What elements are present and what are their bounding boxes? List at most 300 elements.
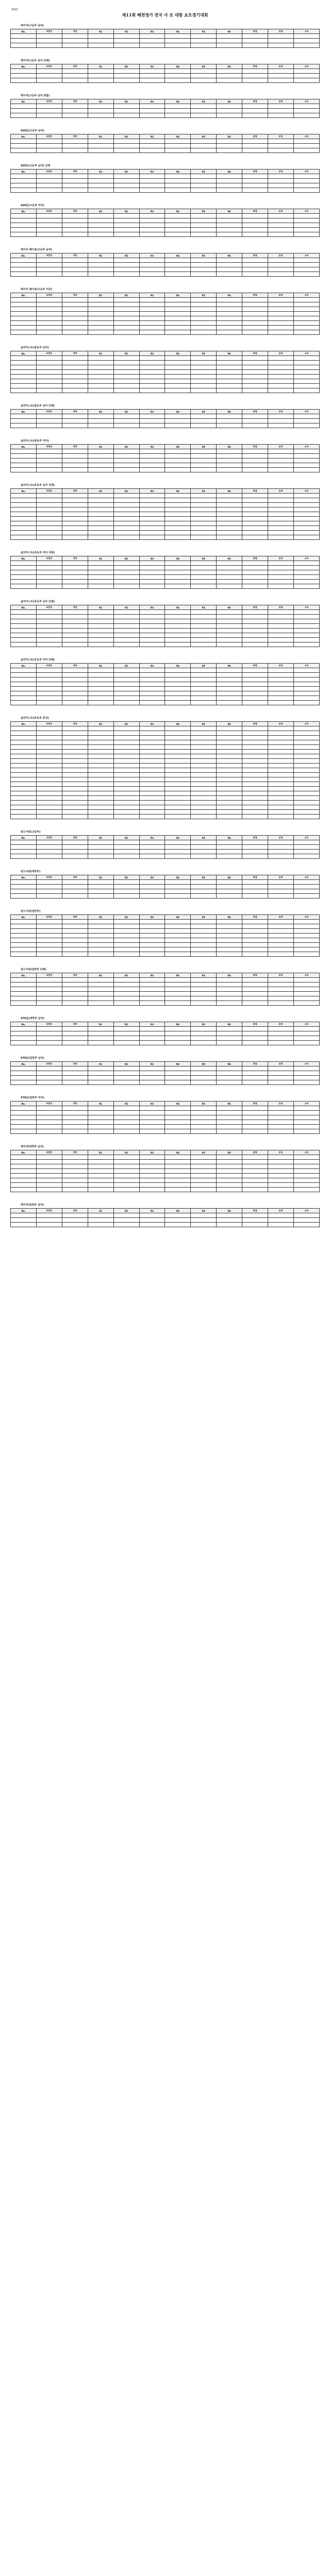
table-cell	[88, 379, 113, 384]
table-cell	[242, 938, 268, 943]
table-cell	[191, 503, 217, 507]
column-header: No.	[11, 1150, 37, 1155]
table-cell	[113, 109, 139, 113]
table-cell	[242, 214, 268, 218]
column-header: R3	[139, 351, 165, 356]
table-cell	[268, 307, 294, 312]
column-header: 소속	[293, 915, 319, 920]
table-cell	[217, 379, 242, 384]
table-cell	[217, 782, 242, 787]
table-cell	[191, 736, 217, 740]
table-cell	[242, 943, 268, 947]
table-cell	[36, 1125, 62, 1129]
table-cell	[165, 218, 191, 223]
table-cell	[62, 1027, 88, 1031]
table-cell	[191, 668, 217, 673]
table-cell	[217, 423, 242, 428]
table-cell	[11, 736, 37, 740]
table-cell	[36, 850, 62, 854]
table-cell	[242, 947, 268, 952]
results-table	[10, 1150, 320, 1192]
table-cell	[242, 1111, 268, 1115]
table-row	[11, 1106, 320, 1111]
table-cell	[62, 894, 88, 899]
table-cell	[113, 561, 139, 566]
table-cell	[268, 423, 294, 428]
table-cell	[113, 531, 139, 535]
table-cell	[165, 517, 191, 521]
table-row	[11, 934, 320, 938]
table-header-row	[11, 664, 320, 668]
table-cell	[139, 188, 165, 193]
table-cell	[11, 43, 37, 48]
table-cell	[11, 330, 37, 335]
table-cell	[242, 307, 268, 312]
table-cell	[191, 773, 217, 777]
table-cell	[268, 384, 294, 388]
table-cell	[62, 736, 88, 740]
table-cell	[191, 947, 217, 952]
table-cell	[88, 139, 113, 144]
table-cell	[165, 423, 191, 428]
table-cell	[165, 745, 191, 750]
table-cell	[139, 379, 165, 384]
table-row	[11, 668, 320, 673]
table-cell	[88, 982, 113, 987]
table-cell	[88, 535, 113, 540]
table-row	[11, 754, 320, 759]
table-row	[11, 183, 320, 188]
table-cell	[36, 791, 62, 796]
table-cell	[293, 1188, 319, 1192]
table-cell	[88, 1080, 113, 1085]
table-cell	[165, 920, 191, 924]
table-cell	[217, 330, 242, 335]
table-cell	[139, 952, 165, 957]
table-cell	[165, 736, 191, 740]
table-cell	[36, 619, 62, 624]
table-cell	[217, 610, 242, 615]
table-cell	[113, 326, 139, 330]
table-cell	[268, 39, 294, 43]
table-cell	[11, 638, 37, 642]
table-cell	[268, 223, 294, 228]
table-cell	[11, 673, 37, 677]
table-cell	[293, 1027, 319, 1031]
table-cell	[36, 384, 62, 388]
column-header: 순위	[268, 351, 294, 356]
table-cell	[139, 498, 165, 503]
table-cell	[268, 952, 294, 957]
table-cell	[217, 566, 242, 570]
table-cell	[139, 1001, 165, 1006]
table-row	[11, 691, 320, 696]
column-header: R5	[191, 29, 217, 34]
table-cell	[88, 218, 113, 223]
table-cell	[139, 947, 165, 952]
table-cell	[268, 924, 294, 929]
table-cell	[36, 218, 62, 223]
table-cell	[293, 1036, 319, 1041]
table-cell	[113, 463, 139, 468]
column-header: R4	[165, 410, 191, 414]
column-header: 총점	[242, 445, 268, 449]
table-cell	[165, 840, 191, 845]
table-cell	[11, 668, 37, 673]
table-cell	[88, 468, 113, 472]
table-cell	[268, 992, 294, 996]
table-cell	[293, 384, 319, 388]
table-cell	[88, 223, 113, 228]
column-header: 순위	[268, 253, 294, 258]
table-cell	[293, 740, 319, 745]
table-cell	[268, 850, 294, 854]
table-cell	[88, 736, 113, 740]
table-cell	[268, 298, 294, 302]
table-cell	[88, 375, 113, 379]
section-title: 옵티미스트(중등부 남자 단체)	[21, 404, 55, 408]
table-cell	[62, 104, 88, 109]
table-cell	[242, 174, 268, 179]
table-cell	[165, 388, 191, 393]
table-cell	[11, 801, 37, 805]
table-cell	[11, 188, 37, 193]
table-cell	[217, 894, 242, 899]
table-cell	[217, 624, 242, 629]
section-title: 윈드서핑(일반부)	[21, 910, 41, 913]
table-cell	[11, 894, 37, 899]
table-cell	[88, 356, 113, 361]
table-cell	[139, 298, 165, 302]
table-cell	[62, 764, 88, 768]
table-cell	[293, 179, 319, 183]
table-cell	[113, 419, 139, 423]
table-row	[11, 384, 320, 388]
table-cell	[88, 787, 113, 791]
table-cell	[191, 34, 217, 39]
table-cell	[242, 517, 268, 521]
column-header: 소속	[293, 489, 319, 494]
table-cell	[139, 566, 165, 570]
column-header: R6	[217, 722, 242, 726]
table-cell	[242, 1106, 268, 1111]
table-row	[11, 773, 320, 777]
column-header: R4	[165, 973, 191, 978]
table-row	[11, 307, 320, 312]
table-cell	[11, 356, 37, 361]
table-cell	[165, 638, 191, 642]
table-cell	[36, 1218, 62, 1223]
column-header: 총점	[242, 664, 268, 668]
column-header: 성명	[62, 875, 88, 880]
table-cell	[268, 503, 294, 507]
table-header-row	[11, 209, 320, 214]
table-cell	[88, 791, 113, 796]
table-cell	[36, 307, 62, 312]
table-cell	[268, 805, 294, 810]
table-cell	[88, 113, 113, 118]
table-cell	[88, 174, 113, 179]
table-cell	[242, 1164, 268, 1169]
table-cell	[165, 845, 191, 850]
table-row	[11, 1169, 320, 1174]
table-cell	[165, 701, 191, 705]
table-cell	[62, 113, 88, 118]
table-cell	[62, 642, 88, 647]
table-cell	[88, 414, 113, 419]
results-table	[10, 169, 320, 193]
table-cell	[268, 854, 294, 859]
table-cell	[11, 768, 37, 773]
table-cell	[242, 726, 268, 731]
table-cell	[268, 885, 294, 889]
table-cell	[139, 1036, 165, 1041]
table-cell	[191, 1066, 217, 1071]
table-row	[11, 805, 320, 810]
table-cell	[11, 938, 37, 943]
column-header: 국번호	[36, 170, 62, 174]
table-cell	[88, 889, 113, 894]
table-row	[11, 1160, 320, 1164]
column-header: R5	[191, 351, 217, 356]
table-cell	[242, 43, 268, 48]
table-cell	[268, 750, 294, 754]
column-header: R1	[88, 99, 113, 104]
table-cell	[242, 69, 268, 74]
table-cell	[191, 992, 217, 996]
table-cell	[165, 263, 191, 267]
table-cell	[139, 854, 165, 859]
table-cell	[217, 992, 242, 996]
table-cell	[165, 1036, 191, 1041]
table-cell	[191, 696, 217, 701]
table-cell	[113, 929, 139, 934]
table-cell	[36, 1178, 62, 1183]
table-cell	[268, 889, 294, 894]
table-cell	[113, 1080, 139, 1085]
table-cell	[36, 223, 62, 228]
column-header: R1	[88, 1150, 113, 1155]
table-cell	[62, 74, 88, 78]
table-cell	[62, 673, 88, 677]
table-cell	[242, 1080, 268, 1085]
table-row	[11, 1111, 320, 1115]
table-cell	[139, 1164, 165, 1169]
table-cell	[217, 810, 242, 815]
column-header: R4	[165, 351, 191, 356]
column-header: 국번호	[36, 1150, 62, 1155]
table-row	[11, 840, 320, 845]
table-cell	[62, 1223, 88, 1227]
table-cell	[36, 759, 62, 764]
table-cell	[62, 1106, 88, 1111]
table-row	[11, 633, 320, 638]
results-table	[10, 1101, 320, 1134]
table-cell	[191, 307, 217, 312]
table-cell	[293, 463, 319, 468]
table-cell	[139, 934, 165, 938]
table-cell	[191, 512, 217, 517]
table-cell	[293, 629, 319, 633]
table-cell	[293, 526, 319, 531]
table-cell	[191, 580, 217, 584]
column-header: No.	[11, 99, 37, 104]
table-cell	[165, 307, 191, 312]
table-cell	[165, 854, 191, 859]
table-cell	[165, 777, 191, 782]
table-cell	[165, 1188, 191, 1192]
table-cell	[36, 629, 62, 633]
table-cell	[293, 815, 319, 819]
table-cell	[139, 39, 165, 43]
table-cell	[165, 312, 191, 316]
table-cell	[242, 423, 268, 428]
table-cell	[139, 139, 165, 144]
table-cell	[36, 1080, 62, 1085]
table-cell	[242, 78, 268, 83]
table-cell	[268, 880, 294, 885]
table-cell	[165, 459, 191, 463]
table-cell	[88, 526, 113, 531]
table-cell	[11, 740, 37, 745]
table-cell	[113, 507, 139, 512]
table-cell	[113, 682, 139, 687]
table-cell	[36, 272, 62, 277]
section-title: 옵티미스트(중등부 여자)	[21, 439, 49, 443]
column-header: R1	[88, 875, 113, 880]
table-cell	[62, 258, 88, 263]
table-cell	[88, 459, 113, 463]
table-row	[11, 566, 320, 570]
table-cell	[139, 920, 165, 924]
table-cell	[165, 696, 191, 701]
table-cell	[293, 810, 319, 815]
table-cell	[62, 1160, 88, 1164]
table-row	[11, 889, 320, 894]
table-cell	[217, 454, 242, 459]
table-cell	[293, 759, 319, 764]
table-cell	[88, 498, 113, 503]
table-cell	[191, 174, 217, 179]
table-cell	[88, 1001, 113, 1006]
column-header: R2	[113, 1101, 139, 1106]
table-cell	[62, 468, 88, 472]
table-cell	[62, 885, 88, 889]
table-row	[11, 449, 320, 454]
table-cell	[11, 512, 37, 517]
table-row	[11, 69, 320, 74]
table-row	[11, 144, 320, 148]
column-header: R6	[217, 293, 242, 298]
column-header: 국번호	[36, 915, 62, 920]
table-row	[11, 312, 320, 316]
column-header: R5	[191, 1062, 217, 1066]
table-cell	[88, 934, 113, 938]
table-cell	[165, 258, 191, 263]
column-header: 성명	[62, 836, 88, 840]
table-cell	[165, 188, 191, 193]
table-cell	[242, 682, 268, 687]
results-table	[10, 444, 320, 472]
table-cell	[268, 566, 294, 570]
results-table	[10, 99, 320, 118]
column-header: 소속	[293, 973, 319, 978]
table-cell	[242, 982, 268, 987]
table-cell	[293, 619, 319, 624]
table-cell	[217, 885, 242, 889]
table-cell	[36, 736, 62, 740]
table-cell	[217, 638, 242, 642]
table-cell	[113, 782, 139, 787]
table-cell	[191, 414, 217, 419]
column-header: R6	[217, 253, 242, 258]
table-cell	[165, 419, 191, 423]
table-cell	[113, 34, 139, 39]
table-cell	[217, 682, 242, 687]
table-cell	[242, 468, 268, 472]
table-row	[11, 1027, 320, 1031]
column-header: R6	[217, 445, 242, 449]
table-cell	[113, 889, 139, 894]
table-cell	[62, 388, 88, 393]
table-cell	[139, 754, 165, 759]
table-cell	[36, 1115, 62, 1120]
column-header: 소속	[293, 170, 319, 174]
table-cell	[217, 880, 242, 885]
table-cell	[165, 642, 191, 647]
table-cell	[268, 726, 294, 731]
table-cell	[88, 307, 113, 312]
table-cell	[62, 952, 88, 957]
table-cell	[36, 642, 62, 647]
table-cell	[268, 454, 294, 459]
table-cell	[268, 701, 294, 705]
column-header: 소속	[293, 556, 319, 561]
table-cell	[293, 791, 319, 796]
table-cell	[165, 894, 191, 899]
table-cell	[36, 1213, 62, 1218]
table-cell	[268, 943, 294, 947]
column-header: 총점	[242, 973, 268, 978]
table-cell	[113, 619, 139, 624]
table-cell	[217, 584, 242, 589]
column-header: 순위	[268, 99, 294, 104]
table-cell	[113, 365, 139, 370]
table-cell	[36, 566, 62, 570]
table-cell	[191, 885, 217, 889]
table-cell	[62, 745, 88, 750]
table-cell	[293, 764, 319, 768]
table-header-row	[11, 1150, 320, 1155]
table-cell	[113, 361, 139, 365]
table-cell	[293, 992, 319, 996]
table-cell	[268, 584, 294, 589]
table-cell	[62, 183, 88, 188]
table-cell	[217, 731, 242, 736]
table-cell	[11, 924, 37, 929]
table-cell	[11, 629, 37, 633]
table-cell	[88, 1115, 113, 1120]
table-row	[11, 1036, 320, 1041]
table-cell	[293, 1213, 319, 1218]
table-cell	[217, 726, 242, 731]
table-cell	[165, 566, 191, 570]
table-cell	[293, 263, 319, 267]
table-cell	[165, 885, 191, 889]
column-header: No.	[11, 973, 37, 978]
column-header: No.	[11, 915, 37, 920]
table-cell	[191, 379, 217, 384]
